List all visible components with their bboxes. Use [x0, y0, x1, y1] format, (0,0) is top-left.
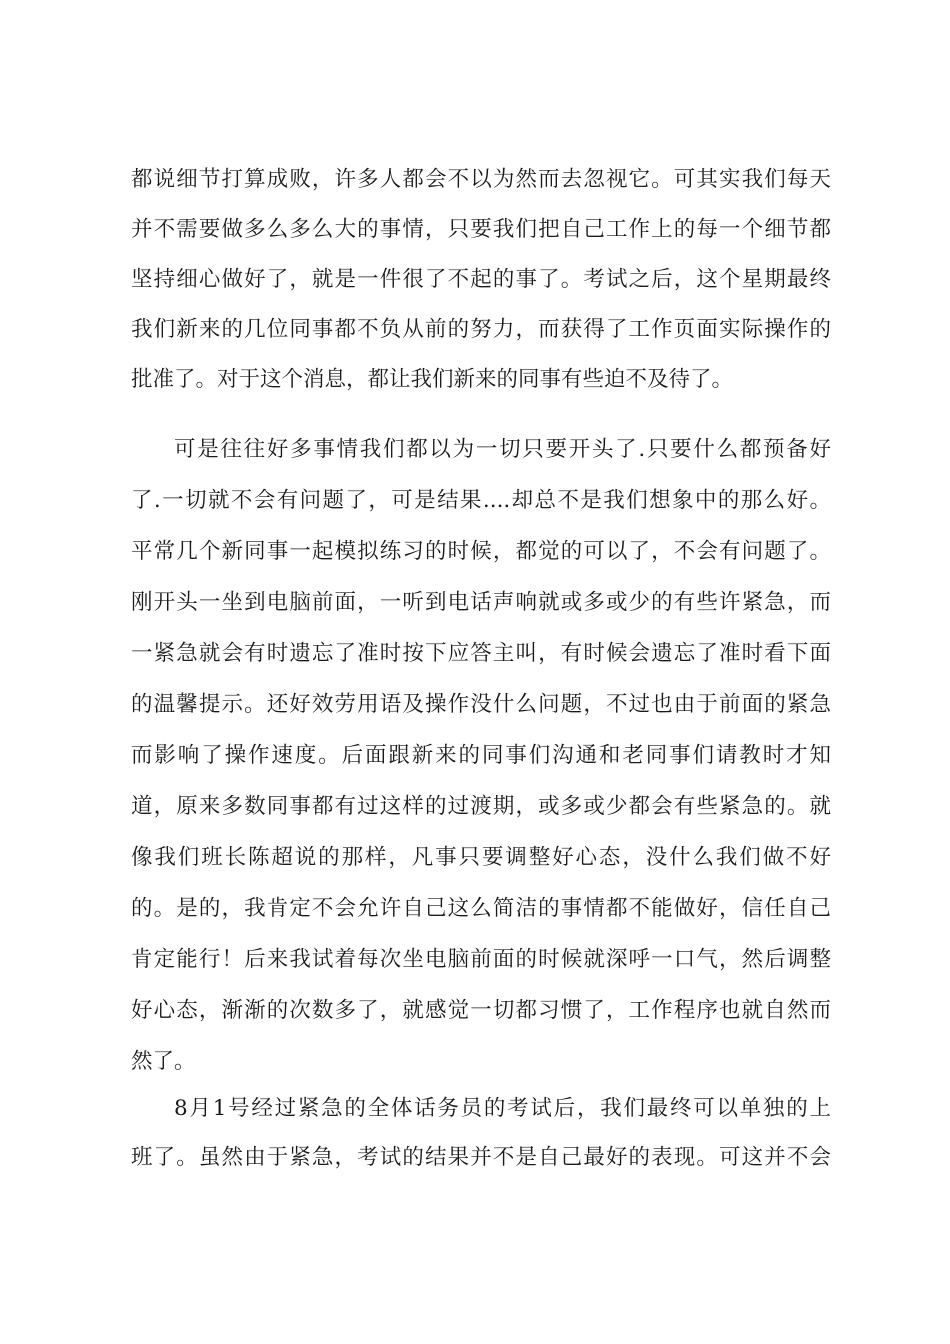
- paragraph-line: 肯定能行！后来我试着每次坐电脑前面的时候就深呼一口气，然后调整: [131, 947, 831, 972]
- paragraph-line: 然了。: [131, 1049, 196, 1074]
- paragraph-line: 而影响了操作速度。后面跟新来的同事们沟通和老同事们请教时才知: [131, 743, 831, 768]
- paragraph-line: 班了。虽然由于紧急，考试的结果并不是自己最好的表现。可这并不会: [131, 1145, 831, 1170]
- paragraph-line: 都说细节打算成败，许多人都会不以为然而去忽视它。可其实我们每天: [131, 167, 831, 192]
- paragraph-line: 一紧急就会有时遗忘了准时按下应答主叫，有时候会遗忘了准时看下面: [131, 641, 831, 666]
- paragraph-line: 的温馨提示。还好效劳用语及操作没什么问题，不过也由于前面的紧急: [131, 692, 831, 717]
- paragraph-line: 并不需要做多么多么大的事情，只要我们把自己工作上的每一个细节都: [131, 217, 831, 242]
- paragraph-line: 平常几个新同事一起模拟练习的时候，都觉的可以了，不会有问题了。: [131, 539, 831, 564]
- paragraph-line: 8月1号经过紧急的全体话务员的考试后，我们最终可以单独的上: [174, 1096, 831, 1121]
- paragraph-line: 了.一切就不会有问题了，可是结果....却总不是我们想象中的那么好。: [131, 488, 831, 513]
- paragraph-line: 道，原来多数同事都有过这样的过渡期，或多或少都会有些紧急的。就: [131, 794, 831, 819]
- paragraph-line: 批准了。对于这个消息，都让我们新来的同事有些迫不及待了。: [131, 367, 734, 392]
- paragraph-line: 像我们班长陈超说的那样，凡事只要调整好心态，没什么我们做不好: [131, 845, 831, 870]
- paragraph-line: 坚持细心做好了，就是一件很了不起的事了。考试之后，这个星期最终: [131, 267, 831, 292]
- paragraph-line: 刚开头一坐到电脑前面，一听到电话声响就或多或少的有些许紧急，而: [131, 590, 831, 615]
- paragraph-line: 我们新来的几位同事都不负从前的努力，而获得了工作页面实际操作的: [131, 317, 831, 342]
- paragraph-line: 的。是的，我肯定不会允许自己这么简洁的事情都不能做好，信任自己: [131, 896, 831, 921]
- paragraph-line: 好心态，渐渐的次数多了，就感觉一切都习惯了，工作程序也就自然而: [131, 998, 831, 1023]
- paragraph-line: 可是往往好多事情我们都以为一切只要开头了.只要什么都预备好: [174, 437, 831, 462]
